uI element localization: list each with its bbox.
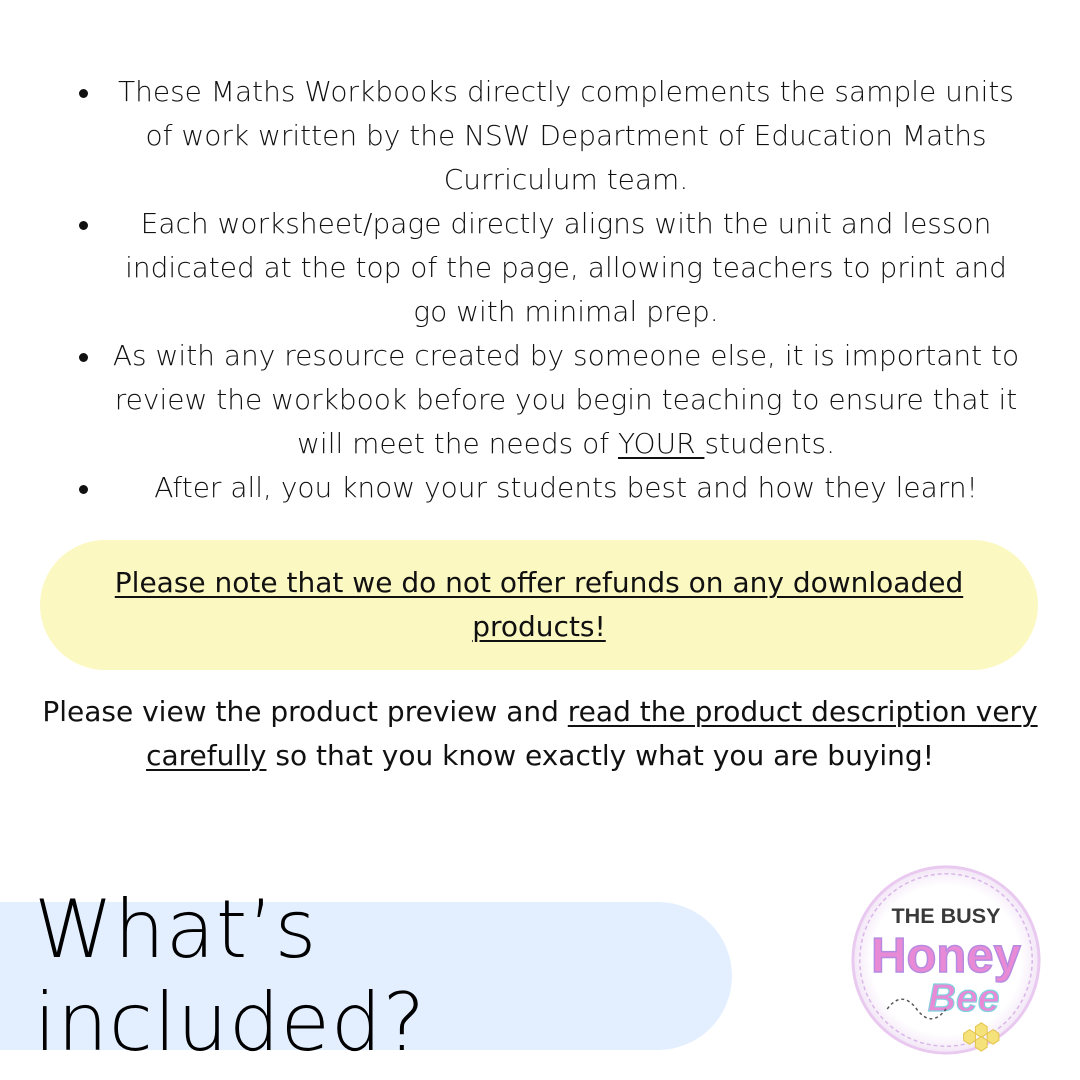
logo-line3: Bee (927, 976, 1000, 1020)
bullet-dot-icon (79, 221, 88, 230)
logo-line1: THE BUSY (891, 902, 1001, 928)
bullet-dot-icon (79, 485, 88, 494)
bullet-text: After all, you know your students best and how they learn! (154, 471, 978, 504)
bullet-item-worksheet (0, 202, 1080, 334)
bullet-text-after: students. (704, 427, 835, 460)
bullet-text-before: As with any resource created by someone else, it is important to review the workbook before you begin teaching to ensure that it will meet the needs of (112, 339, 1020, 460)
info-bullet-list (0, 70, 1080, 510)
bullet-text: These Maths Workbooks directly complements the sample units of work written by the NSW Department of Education Maths Curriculum team. (118, 75, 1014, 196)
read-description-link[interactable]: read the product description very carefully (146, 695, 1038, 772)
bullet-dot-icon (79, 353, 88, 362)
bullet-text: Each worksheet/page directly aligns with the unit and lesson indicated at the top of the page, allowing teachers to print and go with minimal prep. (125, 207, 1007, 328)
refund-notice-banner (40, 540, 1038, 670)
bullet-dot-icon (79, 89, 88, 98)
bullet-emphasis: YOUR (617, 427, 705, 460)
logo-line2: Honey (871, 928, 1021, 983)
preview-text-before: Please view the product preview and (42, 695, 568, 728)
bullet-item-know-students (0, 466, 1080, 510)
honeycomb-bee-logo (848, 862, 1044, 1058)
bullet-item-review (0, 334, 1080, 466)
preview-paragraph (40, 690, 1040, 778)
whats-included-banner (0, 883, 732, 1069)
whats-included-title: What’s included? (34, 883, 427, 1069)
bullet-item-alignment (0, 70, 1080, 202)
refund-notice-text: Please note that we do not offer refunds on any downloaded products! (114, 566, 964, 643)
preview-text-after: so that you know exactly what you are buying! (266, 739, 934, 772)
